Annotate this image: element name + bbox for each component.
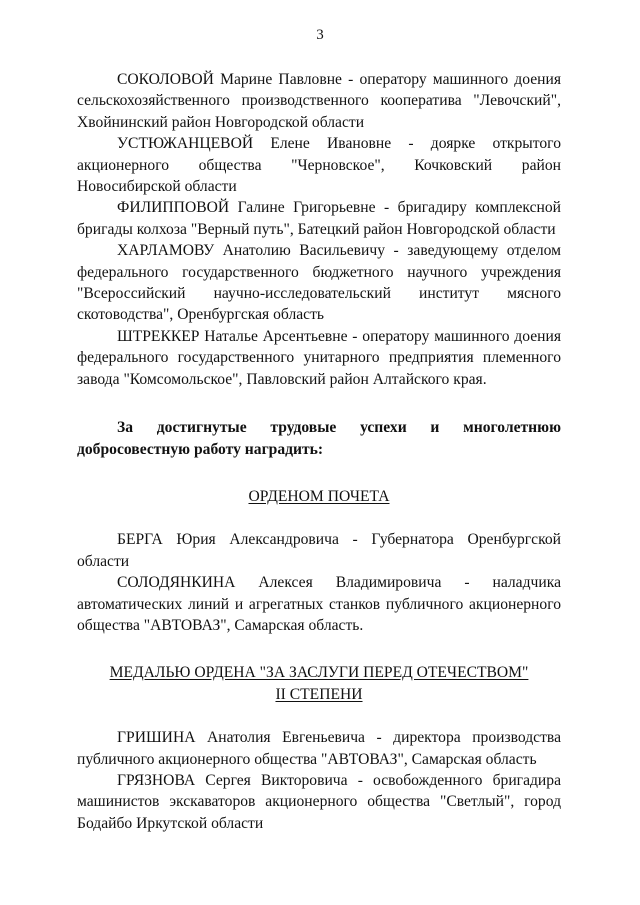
recipient-paragraph: ФИЛИППОВОЙ Галине Григорьевне - бригадиру комплексной бригады колхоза "Верный путь", Батецкий район Новгородской области (77, 199, 561, 238)
recipient-paragraph: БЕРГА Юрия Александровича - Губернатора Оренбургской области (77, 531, 561, 570)
recipient-paragraph: ГРЯЗНОВА Сергея Викторовича - освобожденного бригадира машинистов экскаваторов акционерного общества "Светлый", город Бодайбо Иркутской области (77, 771, 561, 832)
recipient-paragraph: ХАРЛАМОВУ Анатолию Васильевичу - заведующему отделом федерального государственного бюджетного научного учреждения "Всероссийский научно-исследовательский институт мясного скотоводства", Оренбургская область (77, 242, 561, 324)
spacer (77, 705, 561, 727)
document-body (77, 69, 561, 834)
recipient-paragraph: СОЛОДЯНКИНА Алексея Владимировича - наладчика автоматических линий и агрегатных станков публичного акционерного общества "АВТОВАЗ", Самарская область. (77, 574, 561, 634)
recipient-paragraph: СОКОЛОВОЙ Марине Павловне - оператору машинного доения сельскохозяйственного производственного кооператива "Левочский", Хвойнинский район Новгородской области (77, 71, 561, 131)
recipient-paragraph: ГРИШИНА Анатолия Евгеньевича - директора производства публичного акционерного общества "АВТОВАЗ", Самарская область (77, 729, 561, 768)
spacer (77, 507, 561, 529)
award-title-text: ОРДЕНОМ ПОЧЕТА (248, 487, 390, 505)
award-title-line1: МЕДАЛЬЮ ОРДЕНА "ЗА ЗАСЛУГИ ПЕРЕД ОТЕЧЕСТВОМ" (109, 664, 529, 682)
page-number: 3 (316, 27, 324, 43)
recipient-paragraph: УСТЮЖАНЦЕВОЙ Елене Ивановне - доярке открытого акционерного общества "Черновское", Кочковский район Новосибирской области (77, 135, 561, 196)
award-title-order-honor (77, 486, 561, 507)
recipient-paragraph: ШТРЕККЕР Наталье Арсентьевне - оператору машинного доения федерального государственного унитарного предприятия племенного завода "Комсомольское", Павловский район Алтайского края. (77, 327, 561, 388)
decree-heading: За достигнутые трудовые успехи и многолетнюю добросовестную работу наградить: (77, 419, 561, 458)
award-title-line2: II СТЕПЕНИ (275, 685, 363, 703)
award-title-medal-merit (77, 662, 561, 705)
